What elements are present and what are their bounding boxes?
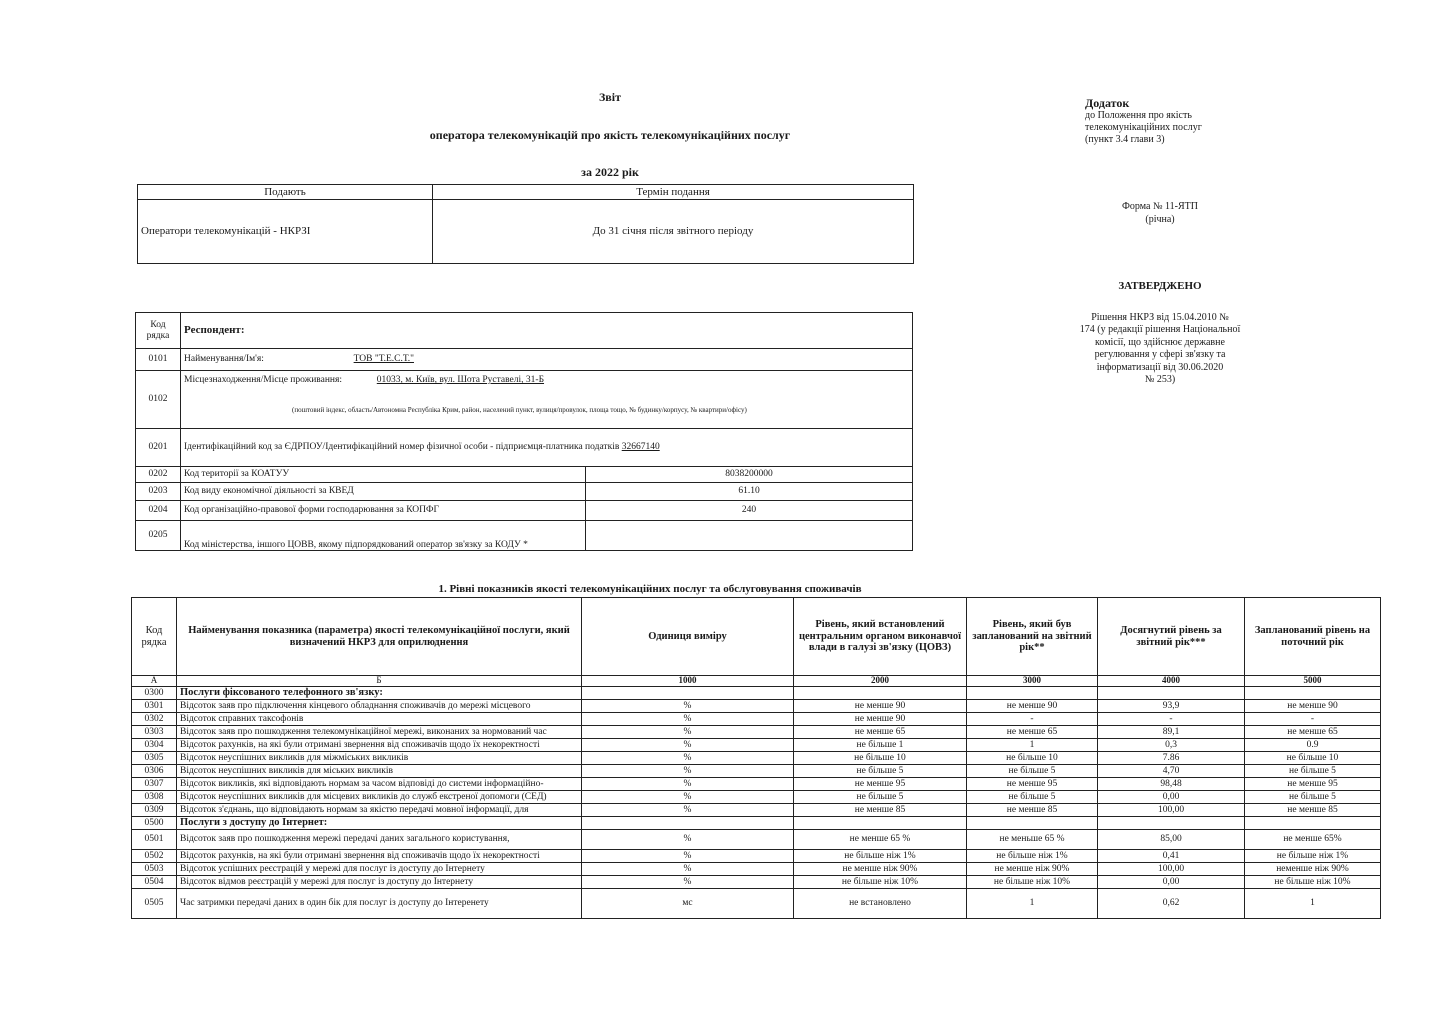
name-value: ТОВ "Т.Е.С.Т." (353, 354, 414, 365)
cell-unit: % (582, 791, 794, 804)
cell-planned: не більше 10 (967, 752, 1098, 765)
cell-achieved: 93,9 (1098, 700, 1245, 713)
col-header-cova: Рівень, який встановлений центральним органом виконавчої влади в галузі зв'язку (ЦОВЗ) (794, 598, 967, 676)
cell-name: Відсоток заяв про пошкодження мережі передачі даних загального користування, (177, 830, 582, 850)
kodu-value (586, 521, 913, 551)
cell-code: 0306 (132, 765, 177, 778)
cell-cova: не більше 5 (794, 791, 967, 804)
cell-cova: не більше 10 (794, 752, 967, 765)
report-period: за 2022 рік (581, 165, 639, 179)
submit-col-who-header: Подають (138, 185, 433, 200)
submit-when: До 31 січня після звітного періоду (433, 200, 914, 264)
name-label: Найменування/Ім'я: (184, 354, 264, 365)
col-header-achieved: Досягнутий рівень за звітний рік*** (1098, 598, 1245, 676)
cell-code: 0502 (132, 850, 177, 863)
cell-achieved: 0,00 (1098, 876, 1245, 889)
approved-block (1060, 280, 1260, 387)
table-row (132, 804, 1381, 817)
table-row (132, 765, 1381, 778)
table-row (132, 739, 1381, 752)
cell-planned: не менше 85 (967, 804, 1098, 817)
cell-achieved: 100,00 (1098, 804, 1245, 817)
cell-unit: % (582, 850, 794, 863)
col-header-name: Найменування показника (параметра) якості телекомунікаційної послуги, який визначений НКРЗ для оприлюднення (177, 598, 582, 676)
approved-line: інформатизації від 30.06.2020 (1096, 361, 1224, 373)
annex-title: Додаток (1085, 96, 1130, 110)
cell-code: 0305 (132, 752, 177, 765)
respondent-edrpou-row (181, 429, 913, 467)
respondent-address-row (181, 371, 913, 429)
koatuu-value: 8038200000 (586, 467, 913, 483)
col-code-4000: 4000 (1098, 676, 1245, 687)
cell-code: 0301 (132, 700, 177, 713)
form-number-block (1090, 200, 1230, 226)
kopfg-value: 240 (586, 501, 913, 521)
cell-planned: не більше 5 (967, 765, 1098, 778)
cell-cova: не менше 85 (794, 804, 967, 817)
row-code: 0201 (136, 429, 181, 467)
respondent-name-row (181, 349, 913, 371)
table-row (132, 778, 1381, 791)
cell-achieved: 0,41 (1098, 850, 1245, 863)
approved-line: Рішення НКРЗ від 15.04.2010 № (1091, 311, 1229, 323)
cell-name: Відсоток рахунків, на які були отримані звернення від споживачів щодо їх некоректності (177, 850, 582, 863)
cell-code: 0501 (132, 830, 177, 850)
cell-name: Послуги з доступу до Інтернет: (177, 817, 582, 830)
row-code: 0205 (136, 521, 181, 551)
cell-planned: не менше 90 (967, 700, 1098, 713)
cell-planned: 1 (967, 889, 1098, 919)
cell-cova: не менше 65 % (794, 830, 967, 850)
cell-cova: не більше ніж 10% (794, 876, 967, 889)
cell-unit: % (582, 752, 794, 765)
cell-planned: не більше ніж 10% (967, 876, 1098, 889)
cell-code: 0304 (132, 739, 177, 752)
cell-achieved: 100,00 (1098, 863, 1245, 876)
approved-title: ЗАТВЕРДЖЕНО (1118, 280, 1202, 292)
submit-table (137, 184, 914, 264)
cell-next: 0.9 (1245, 739, 1381, 752)
cell-cova: не менше 90 (794, 700, 967, 713)
annex-line: до Положення про якість (1085, 110, 1192, 122)
row-code: 0203 (136, 483, 181, 501)
respondent-label: Респондент: (181, 313, 913, 349)
cell-achieved: 0,00 (1098, 791, 1245, 804)
cell-next: 1 (1245, 889, 1381, 919)
table-row (132, 850, 1381, 863)
form-type: (річна) (1145, 214, 1175, 225)
cell-next: не більше 5 (1245, 765, 1381, 778)
cell-name: Відсоток з'єднань, що відповідають нормам за якістю передачі мовної інформації, для (177, 804, 582, 817)
submit-col-when-header: Термін подання (433, 185, 914, 200)
cell-achieved: 0,3 (1098, 739, 1245, 752)
cell-planned: не менше ніж 90% (967, 863, 1098, 876)
table-row (132, 752, 1381, 765)
cell-achieved: 0,62 (1098, 889, 1245, 919)
cell-name: Відсоток заяв про пошкодження телекомунікаційної мережі, виконаних за нормований час (177, 726, 582, 739)
col-code-3000: 3000 (967, 676, 1098, 687)
cell-name: Відсоток неуспішних викликів для міжміських викликів (177, 752, 582, 765)
respondent-table (135, 312, 913, 551)
col-code-1000: 1000 (582, 676, 794, 687)
cell-next: неменше ніж 90% (1245, 863, 1381, 876)
cell-planned: не менше 95 (967, 778, 1098, 791)
col-header-code: Код рядка (132, 598, 177, 676)
cell-next: не більше 10 (1245, 752, 1381, 765)
cell-next: не менше 85 (1245, 804, 1381, 817)
cell-achieved: 89,1 (1098, 726, 1245, 739)
table-row (132, 713, 1381, 726)
kved-label: Код виду економічної діяльності за КВЕД (181, 483, 586, 501)
cell-name: Відсоток неуспішних викликів для місцевих викликів до служб екстреної допомоги (СЕД) (177, 791, 582, 804)
cell-next: не менше 95 (1245, 778, 1381, 791)
col-code-b: Б (177, 676, 582, 687)
cell-planned: не менше 65 (967, 726, 1098, 739)
cell-planned (967, 817, 1098, 830)
address-label: Місцезнаходження/Місце проживання: (184, 375, 343, 385)
indicators-table (131, 597, 1381, 919)
cell-unit: % (582, 726, 794, 739)
cell-achieved: 7.86 (1098, 752, 1245, 765)
cell-next: не менше 65 (1245, 726, 1381, 739)
cell-name: Послуги фіксованого телефонного зв'язку: (177, 687, 582, 700)
table-row (132, 876, 1381, 889)
col-code-a: А (132, 676, 177, 687)
table-row (132, 726, 1381, 739)
table-row (132, 817, 1381, 830)
annex-block (1085, 96, 1285, 146)
edrpou-label: Ідентифікаційний код за ЄДРПОУ/Ідентифікаційний номер фізичної особи - підприємця-платника податків (184, 442, 620, 453)
approved-line: комісії, що здійснює державне (1095, 336, 1225, 348)
col-code-2000: 2000 (794, 676, 967, 687)
cell-name: Відсоток викликів, які відповідають нормам за часом відповіді до системи інформаційно- (177, 778, 582, 791)
cell-unit: мс (582, 889, 794, 919)
cell-unit: % (582, 830, 794, 850)
cell-next (1245, 817, 1381, 830)
approved-line: регулювання у сфері зв'язку та (1094, 349, 1226, 361)
cell-name: Відсоток заяв про підключення кінцевого обладнання споживачів до мережі місцевого (177, 700, 582, 713)
annex-line: (пункт 3.4 глави 3) (1085, 134, 1165, 146)
cell-name: Відсоток успішних реєстрацій у мережі для послуг із доступу до Інтернету (177, 863, 582, 876)
col-header-next: Запланований рівень на поточний рік (1245, 598, 1381, 676)
cell-code: 0308 (132, 791, 177, 804)
kodu-label: Код міністерства, іншого ЦОВВ, якому підпорядкований оператор зв'язку за КОДУ * (181, 521, 586, 551)
cell-achieved: 98,48 (1098, 778, 1245, 791)
cell-cova: не менше 65 (794, 726, 967, 739)
cell-name: Час затримки передачі даних в один бік для послуг із доступу до Інтеренету (177, 889, 582, 919)
cell-planned: не більше ніж 1% (967, 850, 1098, 863)
table-row (132, 791, 1381, 804)
cell-planned (967, 687, 1098, 700)
row-code: 0102 (136, 371, 181, 429)
cell-planned: 1 (967, 739, 1098, 752)
cell-code: 0302 (132, 713, 177, 726)
cell-unit (582, 817, 794, 830)
cell-achieved (1098, 817, 1245, 830)
code-header: Код рядка (136, 313, 181, 349)
cell-code: 0500 (132, 817, 177, 830)
cell-cova: не встановлено (794, 889, 967, 919)
submit-who: Оператори телекомунікацій - НКРЗІ (138, 200, 433, 264)
cell-code: 0503 (132, 863, 177, 876)
cell-cova (794, 817, 967, 830)
cell-achieved (1098, 687, 1245, 700)
cell-cova: не більше 1 (794, 739, 967, 752)
cell-name: Відсоток неуспішних викликів для міських викликів (177, 765, 582, 778)
cell-next: не менше 90 (1245, 700, 1381, 713)
cell-unit: % (582, 863, 794, 876)
cell-next: не більше ніж 10% (1245, 876, 1381, 889)
col-header-unit: Одиниця виміру (582, 598, 794, 676)
col-code-5000: 5000 (1245, 676, 1381, 687)
cell-unit: % (582, 739, 794, 752)
cell-next: не менше 65% (1245, 830, 1381, 850)
table-row (132, 700, 1381, 713)
cell-name: Відсоток рахунків, на які були отримані звернення від споживачів щодо їх некоректності (177, 739, 582, 752)
cell-code: 0303 (132, 726, 177, 739)
address-value: 01033, м. Київ, вул. Шота Руставелі, 31-Б (376, 375, 545, 385)
indicators-body (132, 687, 1381, 919)
table-row (132, 687, 1381, 700)
cell-cova: не менше 90 (794, 713, 967, 726)
table-row (132, 889, 1381, 919)
kopfg-label: Код організаційно-правової форми господарювання за КОПФГ (181, 501, 586, 521)
kved-value: 61.10 (586, 483, 913, 501)
cell-achieved: - (1098, 713, 1245, 726)
cell-next: не більше ніж 1% (1245, 850, 1381, 863)
cell-planned: не більше 5 (967, 791, 1098, 804)
cell-cova: не менше 95 (794, 778, 967, 791)
cell-planned: не меньше 65 % (967, 830, 1098, 850)
address-hint: (поштовий індекс, область/Автономна Республіка Крим, район, населений пункт, вулиця/провулок, площа тощо, № будинку/корпусу, № квартири/офісу) (292, 406, 747, 415)
cell-achieved: 85,00 (1098, 830, 1245, 850)
cell-code: 0307 (132, 778, 177, 791)
cell-unit: % (582, 700, 794, 713)
table-row (132, 830, 1381, 850)
table-row (132, 863, 1381, 876)
report-subtitle: оператора телекомунікацій про якість телекомунікаційних послуг (429, 128, 791, 142)
indicators-section-title: 1. Рівні показників якості телекомунікаційних послуг та обслуговування споживачів (438, 583, 862, 595)
cell-unit: % (582, 778, 794, 791)
cell-cova: не більше 5 (794, 765, 967, 778)
cell-next: - (1245, 713, 1381, 726)
cell-unit: % (582, 765, 794, 778)
cell-code: 0504 (132, 876, 177, 889)
annex-line: телекомунікаційних послуг (1085, 122, 1202, 134)
col-header-planned: Рівень, який був запланований на звітний рік** (967, 598, 1098, 676)
cell-achieved: 4,70 (1098, 765, 1245, 778)
cell-cova: не менше ніж 90% (794, 863, 967, 876)
row-code: 0202 (136, 467, 181, 483)
koatuu-label: Код території за КОАТУУ (181, 467, 586, 483)
cell-unit: % (582, 713, 794, 726)
edrpou-value: 32667140 (621, 442, 660, 453)
cell-unit: % (582, 876, 794, 889)
approved-line: № 253) (1144, 374, 1176, 386)
cell-unit: % (582, 804, 794, 817)
cell-name: Відсоток відмов реєстрацій у мережі для послуг із доступу до Інтернету (177, 876, 582, 889)
cell-unit (582, 687, 794, 700)
cell-cova (794, 687, 967, 700)
cell-code: 0309 (132, 804, 177, 817)
cell-cova: не більше ніж 1% (794, 850, 967, 863)
cell-name: Відсоток справних таксофонів (177, 713, 582, 726)
cell-next: не більше 5 (1245, 791, 1381, 804)
row-code: 0204 (136, 501, 181, 521)
cell-code: 0300 (132, 687, 177, 700)
approved-line: 174 (у редакції рішення Національної (1079, 324, 1241, 336)
cell-next (1245, 687, 1381, 700)
report-title: Звіт (598, 90, 622, 104)
row-code: 0101 (136, 349, 181, 371)
cell-planned: - (967, 713, 1098, 726)
cell-code: 0505 (132, 889, 177, 919)
form-number: Форма № 11-ЯТП (1122, 201, 1198, 212)
